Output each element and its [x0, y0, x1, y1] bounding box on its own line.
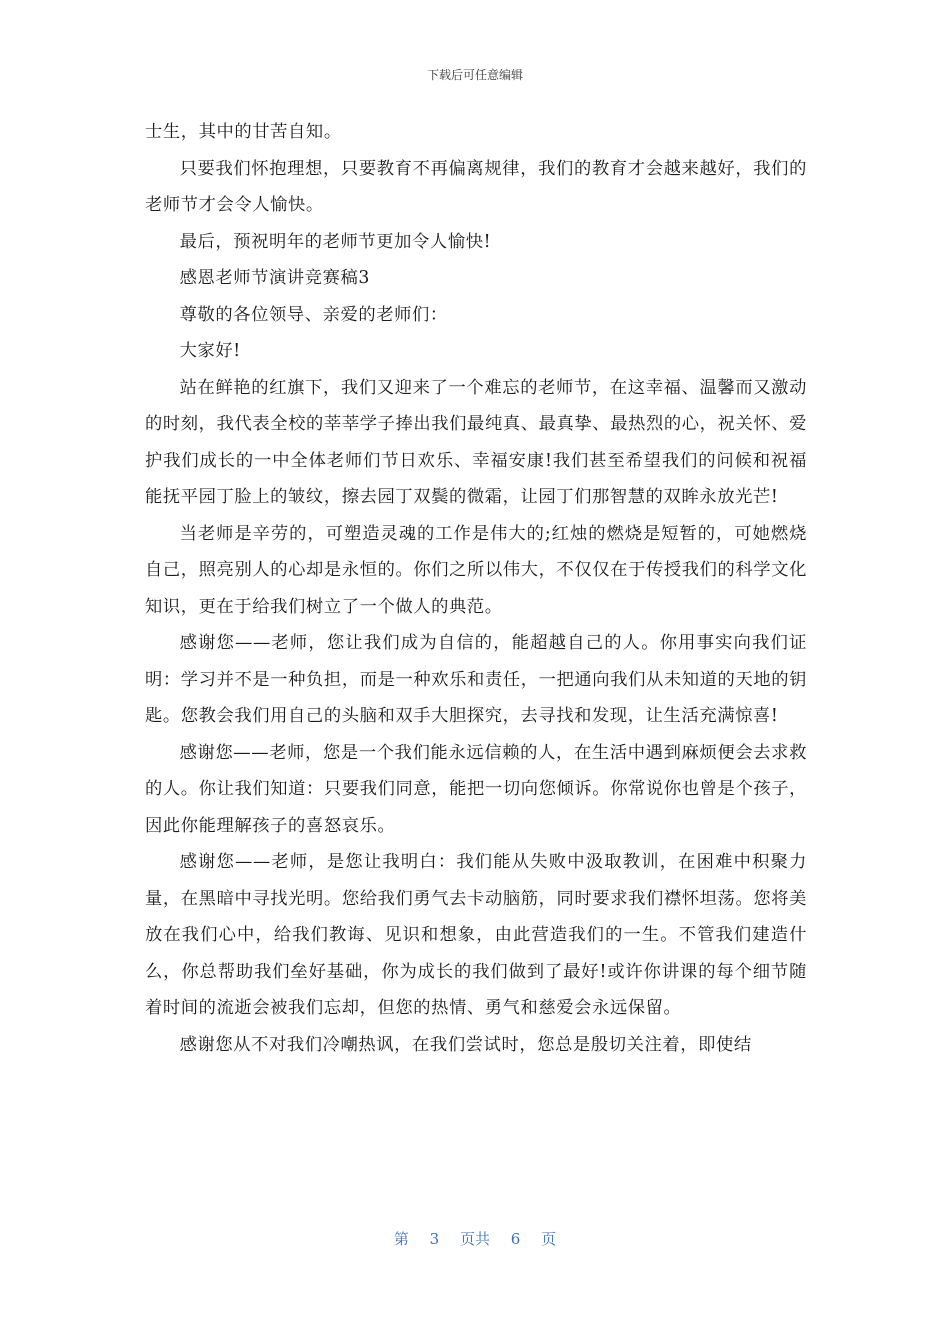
page-label-prefix: 第	[393, 1230, 409, 1248]
paragraph: 感谢您从不对我们冷嘲热讽，在我们尝试时，您总是殷切关注着，即使结	[179, 1034, 752, 1055]
page-label-suffix: 页	[541, 1230, 557, 1248]
paragraph: 只要我们怀抱理想，只要教育不再偏离规律，我们的教育才会越来越好，我们的老师节才会令人愉快。	[145, 158, 807, 215]
paragraph: 感谢您——老师，您是一个我们能永远信赖的人，在生活中遇到麻烦便会去求救的人。你让我们知道：只要我们同意，能把一切向您倾诉。你常说你也曾是个孩子，因此你能理解孩子的喜怒哀乐。	[145, 742, 807, 836]
greeting: 大家好!	[179, 341, 241, 361]
paragraph: 士生，其中的甘苦自知。	[145, 122, 342, 142]
total-pages-number: 6	[510, 1230, 521, 1248]
page-header: 下载后可任意编辑	[426, 68, 523, 82]
page-footer	[0, 1228, 950, 1249]
section-title: 感恩老师节演讲竞赛稿3	[179, 268, 371, 288]
paragraph: 感谢您——老师，是您让我明白：我们能从失败中汲取教训，在困难中积聚力量，在黑暗中寻找光明。您给我们勇气去卡动脑筋，同时要求我们襟怀坦荡。您将美放在我们心中，给我们教诲、见识和想象，由此营造我们的一生。不管我们建造什么，你总帮助我们垒好基础，你为成长的我们做到了最好!或许你讲课的每个细节随着时间的流逝会被我们忘却，但您的热情、勇气和慈爱会永远保留。	[145, 852, 807, 1018]
paragraph: 最后，预祝明年的老师节更加令人愉快!	[179, 231, 492, 252]
current-page-number: 3	[429, 1230, 440, 1248]
paragraph: 感谢您——老师，您让我们成为自信的，能超越自己的人。你用事实向我们证明：学习并不是一种负担，而是一种欢乐和责任，一把通向我们从未知道的天地的钥匙。您教会我们用自己的头脑和双手大胆探究，去寻找和发现，让生活充满惊喜!	[145, 633, 807, 726]
paragraph: 站在鲜艳的红旗下，我们又迎来了一个难忘的老师节，在这幸福、温馨而又激动的时刻，我代表全校的莘莘学子捧出我们最纯真、最真挚、最热烈的心，祝关怀、爱护我们成长的一中全体老师们节日欢乐、幸福安康!我们甚至希望我们的问候和祝福能抚平园丁脸上的皱纹，擦去园丁双鬓的微霜，让园丁们那智慧的双眸永放光芒!	[145, 377, 807, 507]
paragraph: 当老师是辛劳的，可塑造灵魂的工作是伟大的;红烛的燃烧是短暂的，可她燃烧自己，照亮别人的心却是永恒的。你们之所以伟大，不仅仅在于传授我们的科学文化知识，更在于给我们树立了一个做人的典范。	[145, 523, 807, 617]
document-body	[145, 114, 807, 1063]
page-label-middle: 页共	[459, 1230, 490, 1248]
salutation: 尊敬的各位领导、亲爱的老师们：	[179, 304, 448, 325]
